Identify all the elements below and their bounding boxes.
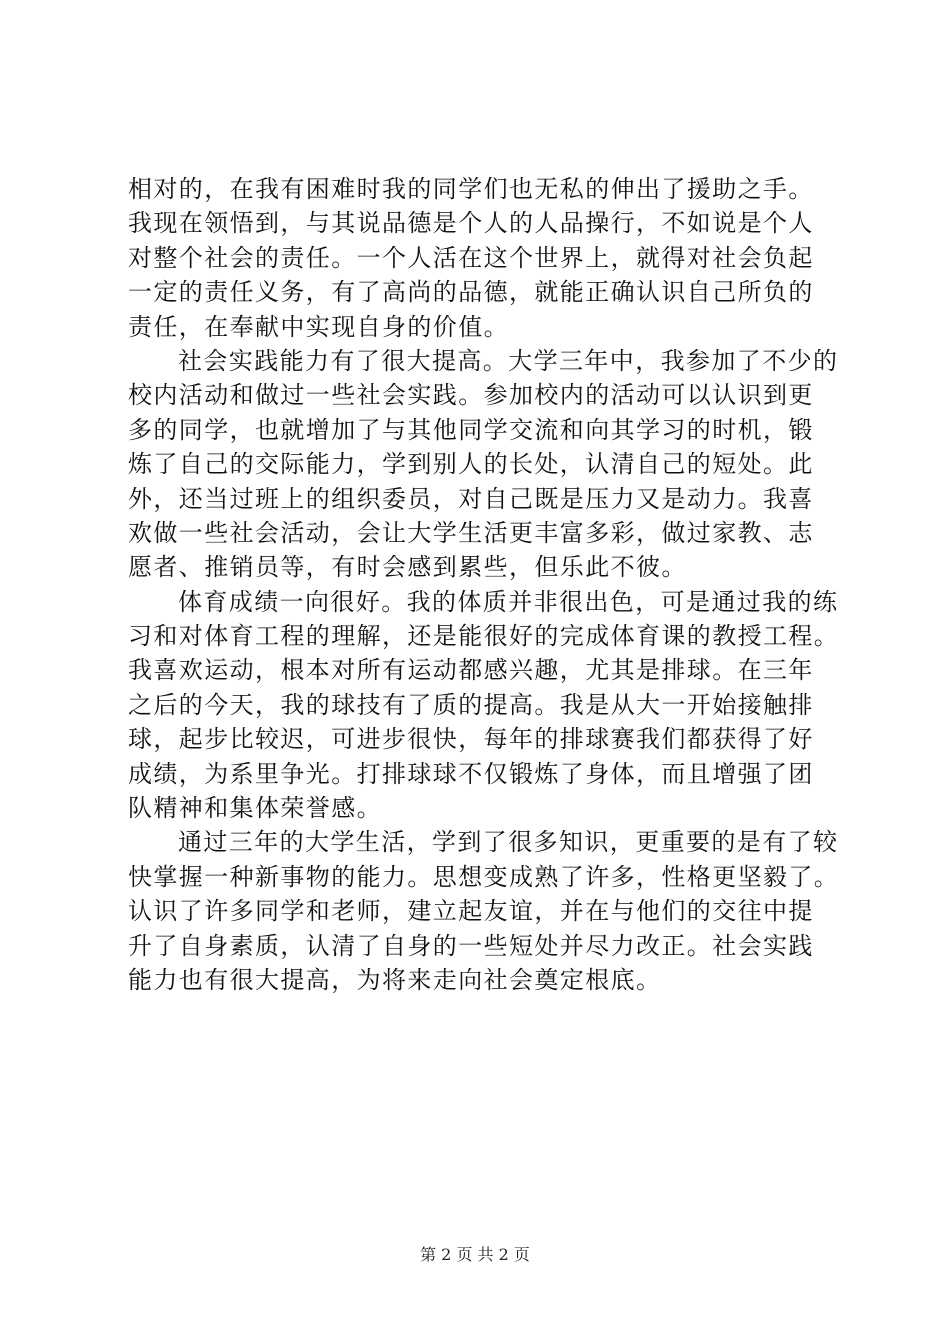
text-line: 炼了自己的交际能力，学到别人的长处，认清自己的短处。此: [128, 450, 814, 479]
text-line: 队精神和集体荣誉感。: [128, 794, 382, 823]
paragraph-first-line: 通过三年的大学生活，学到了很多知识，更重要的是有了较: [178, 828, 839, 857]
text-line: 升了自身素质，认清了自身的一些短处并尽力改正。社会实践: [128, 931, 814, 960]
paragraph-first-line: 社会实践能力有了很大提高。大学三年中，我参加了不少的: [178, 346, 839, 375]
text-line: 我现在领悟到，与其说品德是个人的人品操行，不如说是个人: [128, 209, 814, 238]
text-line: 习和对体育工程的理解，还是能很好的完成体育课的教授工程。: [128, 622, 840, 651]
text-line: 校内活动和做过一些社会实践。参加校内的活动可以认识到更: [128, 381, 814, 410]
text-line: 能力也有很大提高，为将来走向社会奠定根底。: [128, 965, 662, 994]
text-line: 对整个社会的责任。一个人活在这个世界上，就得对社会负起: [128, 243, 814, 272]
document-body: [128, 172, 848, 997]
text-line: 快掌握一种新事物的能力。思想变成熟了许多，性格更坚毅了。: [128, 862, 840, 891]
paragraph-first-line: 体育成绩一向很好。我的体质并非很出色，可是通过我的练: [178, 587, 839, 616]
text-line: 愿者、推销员等，有时会感到累些，但乐此不彼。: [128, 553, 687, 582]
text-line: 欢做一些社会活动，会让大学生活更丰富多彩，做过家教、志: [128, 518, 814, 547]
text-line: 成绩，为系里争光。打排球球不仅锻炼了身体，而且增强了团: [128, 759, 814, 788]
text-line: 相对的，在我有困难时我的同学们也无私的伸出了援助之手。: [128, 175, 814, 203]
text-line: 多的同学，也就增加了与其他同学交流和向其学习的时机，锻: [128, 415, 814, 444]
page-number-footer: 第 2 页 共 2 页: [420, 1245, 530, 1264]
text-line: 之后的今天，我的球技有了质的提高。我是从大一开始接触排: [128, 690, 814, 719]
text-line: 认识了许多同学和老师，建立起友谊，并在与他们的交往中提: [128, 897, 814, 926]
text-line: 外，还当过班上的组织委员，对自己既是压力又是动力。我喜: [128, 484, 814, 513]
text-line: 一定的责任义务，有了高尚的品德，就能正确认识自己所负的: [128, 278, 814, 307]
text-line: 责任，在奉献中实现自身的价值。: [128, 312, 509, 341]
text-line: 球，起步比较迟，可进步很快，每年的排球赛我们都获得了好: [128, 725, 814, 754]
text-line: 我喜欢运动，根本对所有运动都感兴趣，尤其是排球。在三年: [128, 656, 814, 685]
